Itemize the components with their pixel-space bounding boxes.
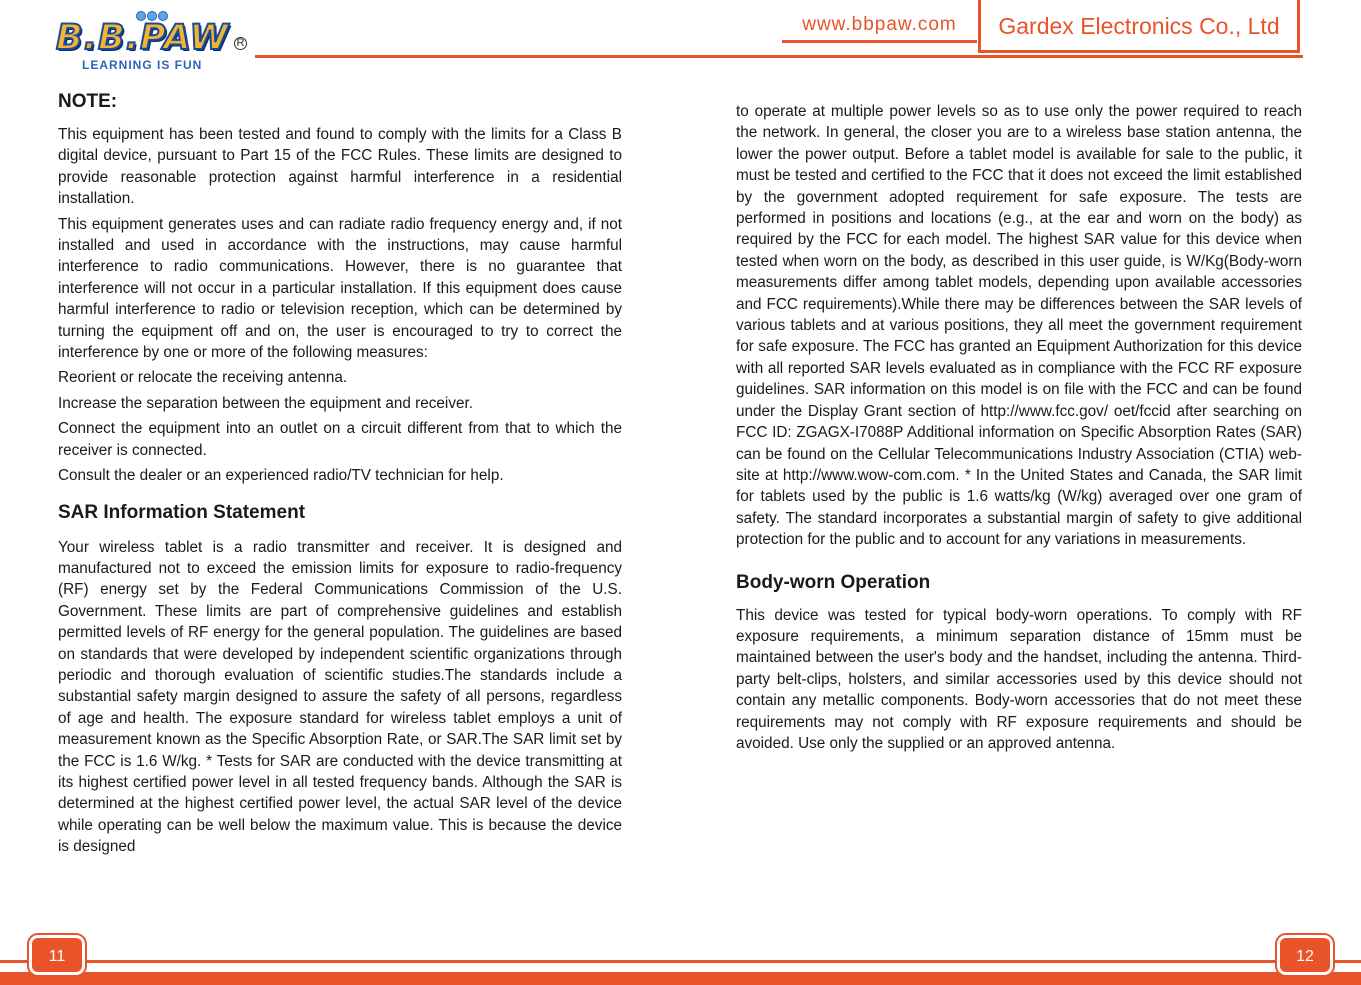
logo-wordmark: B.B.PAW [56, 18, 230, 58]
sar-paragraph: Your wireless tablet is a radio transmitter and receiver. It is designed and manufactured not to exceed the emission limits for exposure to radio-frequency (RF) energy set by the Federal Communications Commission of the U.S. Government. These limits are part of comprehensive guidelines and establish permitted levels of RF energy for the general population. The guidelines are based on standards that were developed by independent scientific organizations through periodic and thorough evaluation of scientific studies.The standards include a substantial safety margin designed to assure the safety of all persons, regardless of age and health. The exposure standard for wireless tablet employs a unit of measurement known as the Specific Absorption Rate, or SAR.The SAR limit set by the FCC is 1.6 W/kg. * Tests for SAR are conducted with the device transmitting at its highest certified power level in all tested frequency bands. Although the SAR is determined at the highest certified power level, the actual SAR level of the device while operating can be well below the maximum value. This is because the device is designed [58, 538, 622, 856]
brand-logo [52, 6, 252, 76]
sar-continued-paragraph: to operate at multiple power levels so as to use only the power required to reach the network. In general, the closer you are to a wireless base station antenna, the lower the power output. Before a tablet model is available for sale to the public, it must be tested and certified to the FCC that it does not exceed the limit established by the government adopted requirement for safe exposure. The tests are performed in positions and locations (e.g., at the ear and worn on the body) as required by the FCC for each model. The highest SAR value for this device when tested when worn on the body, as described in this user guide, is W/Kg(Body-worn measurements differ among tablet models, depending upon available accessories and FCC requirements).While there may be differences between the SAR levels of various tablets and at various positions, they all meet the government requirement for safe exposure. The FCC has granted an Equipment Authorization for this device with all reported SAR levels evaluated as in compliance with the FCC RF exposure guidelines. SAR information on this model is on file with the FCC and can be found under the Display Grant section of http://www.fcc.gov/ oet/fccid after searching on FCC ID: ZGAGX-I7088P Additional information on Specific Absorption Rates (SAR) can be found on the Cellular Telecommunications Industry Association (CTIA) web-site at http://www.wow-com.com. * In the United States and Canada, the SAR limit for tablets used by the public is 1.6 watts/kg (W/kg) averaged over one gram of safety. The standard incorporates a substantial margin of safety to give additional protection for the public and to account for any variations in measurements. [736, 103, 1302, 549]
website-url[interactable]: www.bbpaw.com [782, 10, 977, 43]
note-measure: Consult the dealer or an experienced radio/TV technician for help. [58, 467, 504, 485]
sar-heading: SAR Information Statement [58, 501, 306, 523]
registered-mark-icon: R [234, 37, 247, 50]
footer-divider-thin [0, 960, 1361, 963]
note-paragraph: This equipment has been tested and found to comply with the limits for a Class B digital device, pursuant to Part 15 of the FCC Rules. These limits are designed to provide reasonable protection against harmful interference in a residential installation. [58, 126, 622, 208]
note-measure: Increase the separation between the equipment and receiver. [58, 394, 473, 412]
footer-divider-thick [0, 972, 1361, 985]
left-column [58, 90, 622, 862]
note-measure: Reorient or relocate the receiving antenna. [58, 369, 348, 387]
note-heading: NOTE: [58, 91, 118, 112]
header-divider [255, 55, 1303, 58]
note-measure: Connect the equipment into an outlet on a circuit different from that to which the receiver is connected. [58, 420, 622, 459]
company-name: Gardex Electronics Co., Ltd [978, 0, 1300, 53]
page-number-right: 12 [1280, 938, 1330, 972]
body-worn-heading: Body-worn Operation [736, 571, 931, 593]
logo-tagline: LEARNING IS FUN [82, 58, 203, 72]
body-worn-paragraph: This device was tested for typical body-worn operations. To comply with RF exposure requirements, a minimum separation distance of 15mm must be maintained between the user's body and the handset, including the antenna. Third-party belt-clips, holsters, and similar accessories used by this device should not contain any metallic components. Body-worn accessories that do not meet these requirements may not comply with RF exposure requirements and should be avoided. Use only the supplied or an approved antenna. [736, 606, 1302, 752]
right-column [736, 101, 1302, 758]
page-number-left: 11 [32, 938, 82, 972]
note-paragraph: This equipment generates uses and can radiate radio frequency energy and, if not installed and used in accordance with the instructions, may cause harmful interference to radio communications. However, there is no guarantee that interference will not occur in a particular installation. If this equipment does cause harmful interference to radio or television reception, which can be determined by turning the equipment off and on, the user is encouraged to try to correct the interference by one or more of the following measures: [58, 215, 622, 362]
